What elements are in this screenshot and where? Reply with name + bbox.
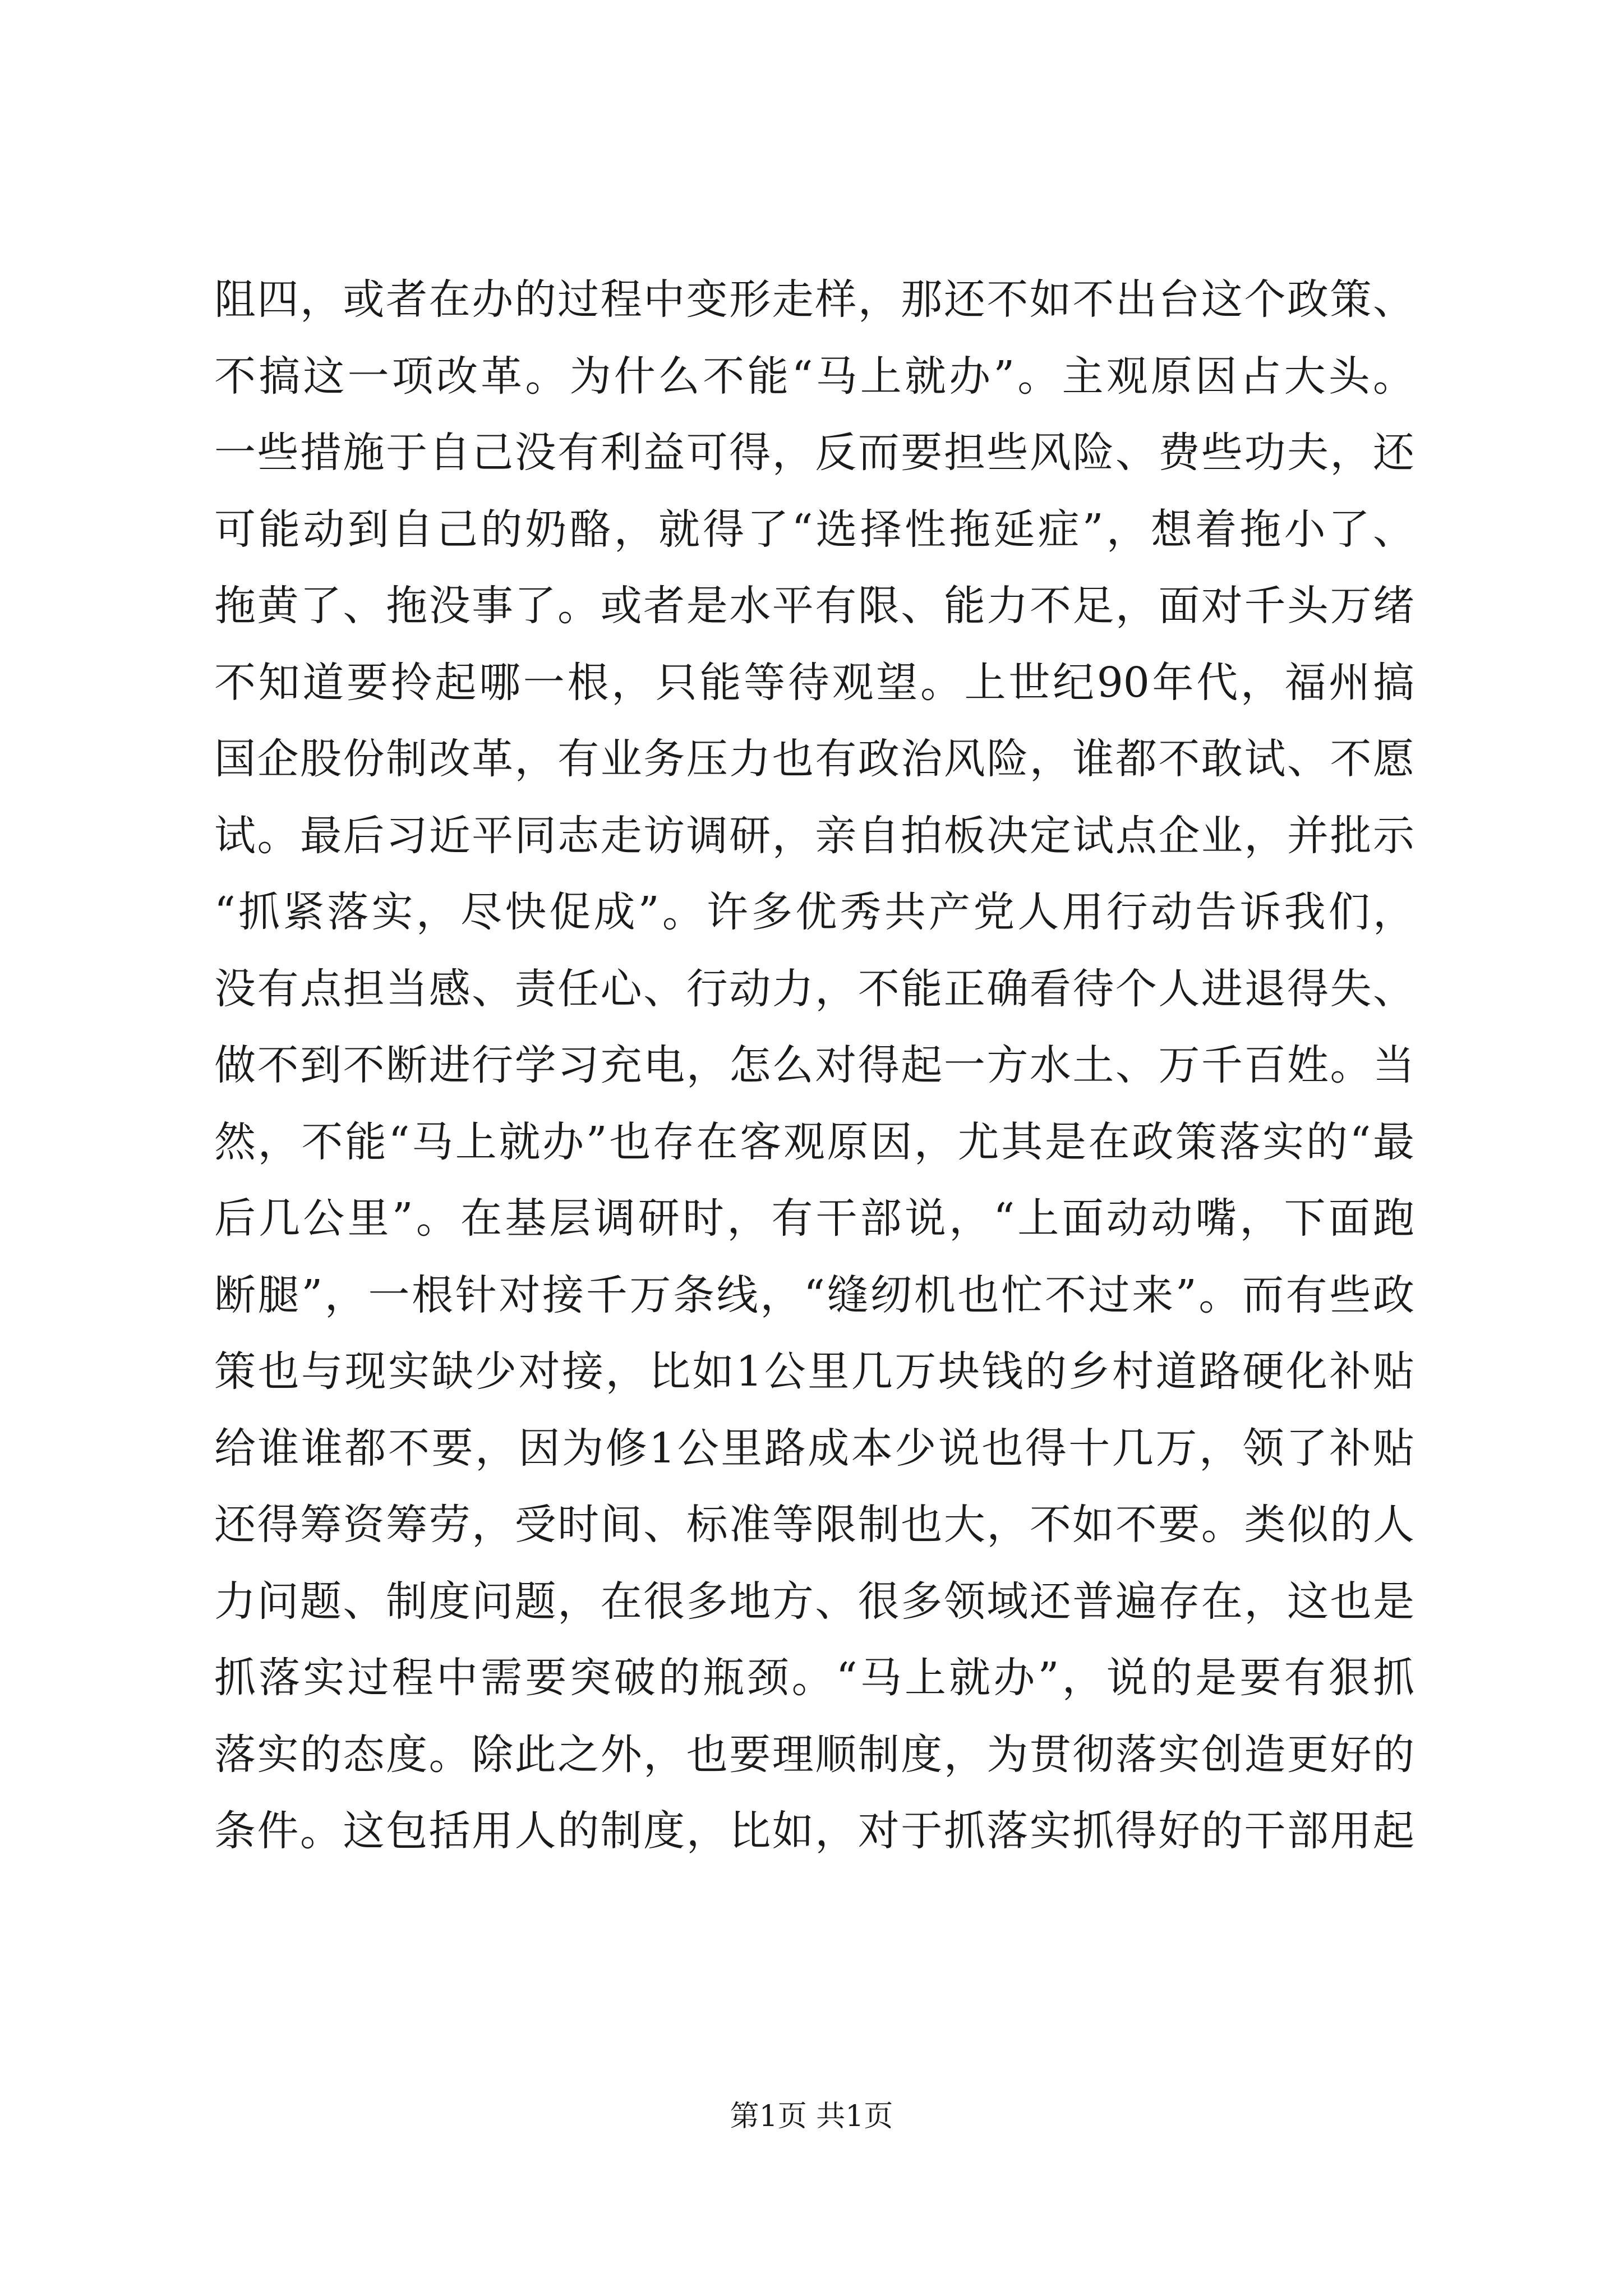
text-line: 策也与现实缺少对接，比如1公里几万块钱的乡村道路硬化补贴 — [214, 1347, 1414, 1396]
page-footer — [0, 2097, 1623, 2136]
text-line: 力问题、制度问题，在很多地方、很多领域还普遍存在，这也是 — [214, 1577, 1414, 1626]
text-line: 做不到不断进行学习充电，怎么对得起一方水土、万千百姓。当 — [214, 1041, 1414, 1089]
text-line: 给谁谁都不要，因为修1公里路成本少说也得十几万，领了补贴 — [214, 1424, 1414, 1473]
body-text — [214, 261, 1414, 1870]
text-line: 不知道要拎起哪一根，只能等待观望。上世纪90年代，福州搞 — [214, 658, 1414, 707]
text-line: 条件。这包括用人的制度，比如，对于抓落实抓得好的干部用起 — [214, 1807, 1414, 1855]
text-line: 抓落实过程中需要突破的瓶颈。“马上就办”，说的是要有狠抓 — [214, 1654, 1414, 1702]
text-line: 国企股份制改革，有业务压力也有政治风险，谁都不敢试、不愿 — [214, 735, 1414, 783]
text-line: 一些措施于自己没有利益可得，反而要担些风险、费些功夫，还 — [214, 429, 1414, 477]
text-line: 拖黄了、拖没事了。或者是水平有限、能力不足，面对千头万绪 — [214, 582, 1414, 630]
text-line: 试。最后习近平同志走访调研，亲自拍板决定试点企业，并批示 — [214, 811, 1414, 860]
text-line: 可能动到自己的奶酪，就得了“选择性拖延症”，想着拖小了、 — [214, 505, 1414, 554]
page-number: 第1页 共1页 — [730, 2100, 893, 2133]
text-line: 还得筹资筹劳，受时间、标准等限制也大，不如不要。类似的人 — [214, 1501, 1414, 1549]
text-line: 不搞这一项改革。为什么不能“马上就办”。主观原因占大头。 — [214, 352, 1414, 401]
text-line: 断腿”，一根针对接千万条线，“缝纫机也忙不过来”。而有些政 — [214, 1271, 1414, 1319]
text-line: 落实的态度。除此之外，也要理顺制度，为贯彻落实创造更好的 — [214, 1730, 1414, 1779]
text-line: 然，不能“马上就办”也存在客观原因，尤其是在政策落实的“最 — [214, 1117, 1414, 1166]
text-line: 后几公里”。在基层调研时，有干部说，“上面动动嘴，下面跑 — [214, 1194, 1414, 1243]
text-line: 没有点担当感、责任心、行动力，不能正确看待个人进退得失、 — [214, 964, 1414, 1013]
text-line: 阻四，或者在办的过程中变形走样，那还不如不出台这个政策、 — [214, 275, 1414, 324]
text-line: “抓紧落实，尽快促成”。许多优秀共产党人用行动告诉我们， — [214, 888, 1414, 936]
